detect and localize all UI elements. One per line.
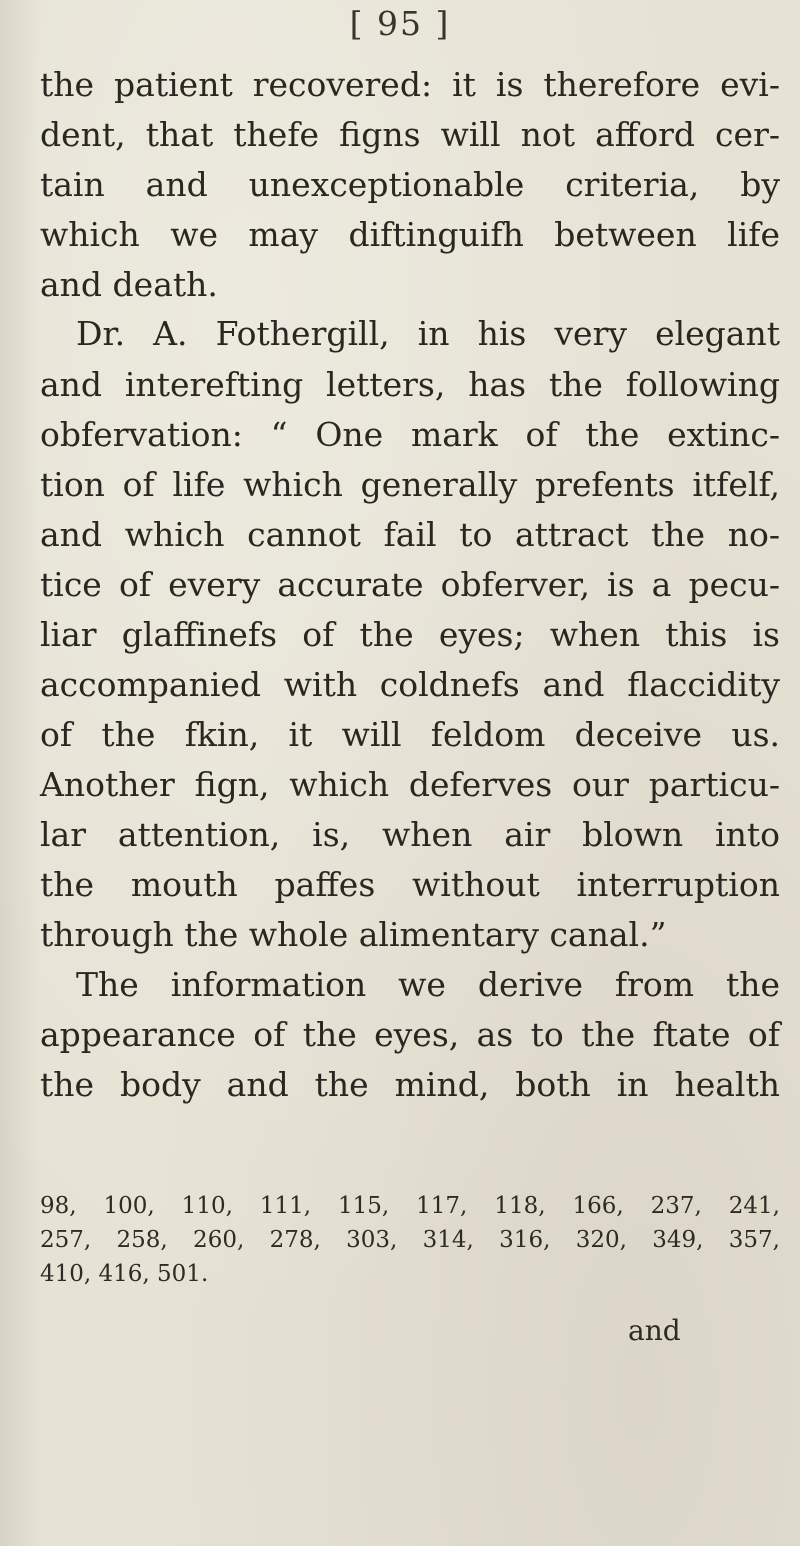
text-line: The information we derive from the: [76, 965, 780, 1004]
footnote-line: 98, 100, 110, 111, 115, 117, 118, 166, 237, 241,: [40, 1193, 780, 1219]
catchword: and: [628, 1314, 681, 1347]
text-line: tain and unexceptionable criteria, by: [40, 165, 780, 204]
text-line: and interefting letters, has the following: [40, 365, 780, 404]
text-line: through the whole alimentary canal.”: [40, 915, 667, 954]
footnote-line: 410, 416, 501.: [40, 1261, 209, 1287]
text-line: lar attention, is, when air blown into: [40, 815, 780, 854]
text-line: accompanied with coldnefs and flaccidity: [40, 665, 780, 704]
text-line: obfervation: “ One mark of the extinc-: [40, 415, 780, 454]
text-line: the patient recovered: it is therefore evi-: [40, 65, 780, 104]
text-line: Another fign, which deferves our particu-: [40, 765, 780, 804]
text-line: which we may diftinguifh between life: [40, 215, 780, 254]
page-number: [ 95 ]: [349, 4, 451, 43]
text-line: the mouth paffes without interruption: [40, 865, 780, 904]
text-line: the body and the mind, both in health: [40, 1065, 780, 1104]
text-line: liar glaffinefs of the eyes; when this is: [40, 615, 780, 654]
text-line: of the fkin, it will feldom deceive us.: [40, 715, 780, 754]
text-line: tice of every accurate obferver, is a pecu-: [40, 565, 780, 604]
text-line: dent, that thefe figns will not afford cer-: [40, 115, 780, 154]
text-line: Dr. A. Fothergill, in his very elegant: [76, 314, 780, 353]
text-line: and which cannot fail to attract the no-: [40, 515, 780, 554]
text-line: and death.: [40, 265, 218, 304]
text-line: appearance of the eyes, as to the ftate of: [40, 1015, 780, 1054]
text-line: tion of life which generally prefents itfelf,: [40, 465, 780, 504]
footnote-line: 257, 258, 260, 278, 303, 314, 316, 320, 349, 357,: [40, 1227, 780, 1253]
page-shadow: [0, 0, 40, 1546]
